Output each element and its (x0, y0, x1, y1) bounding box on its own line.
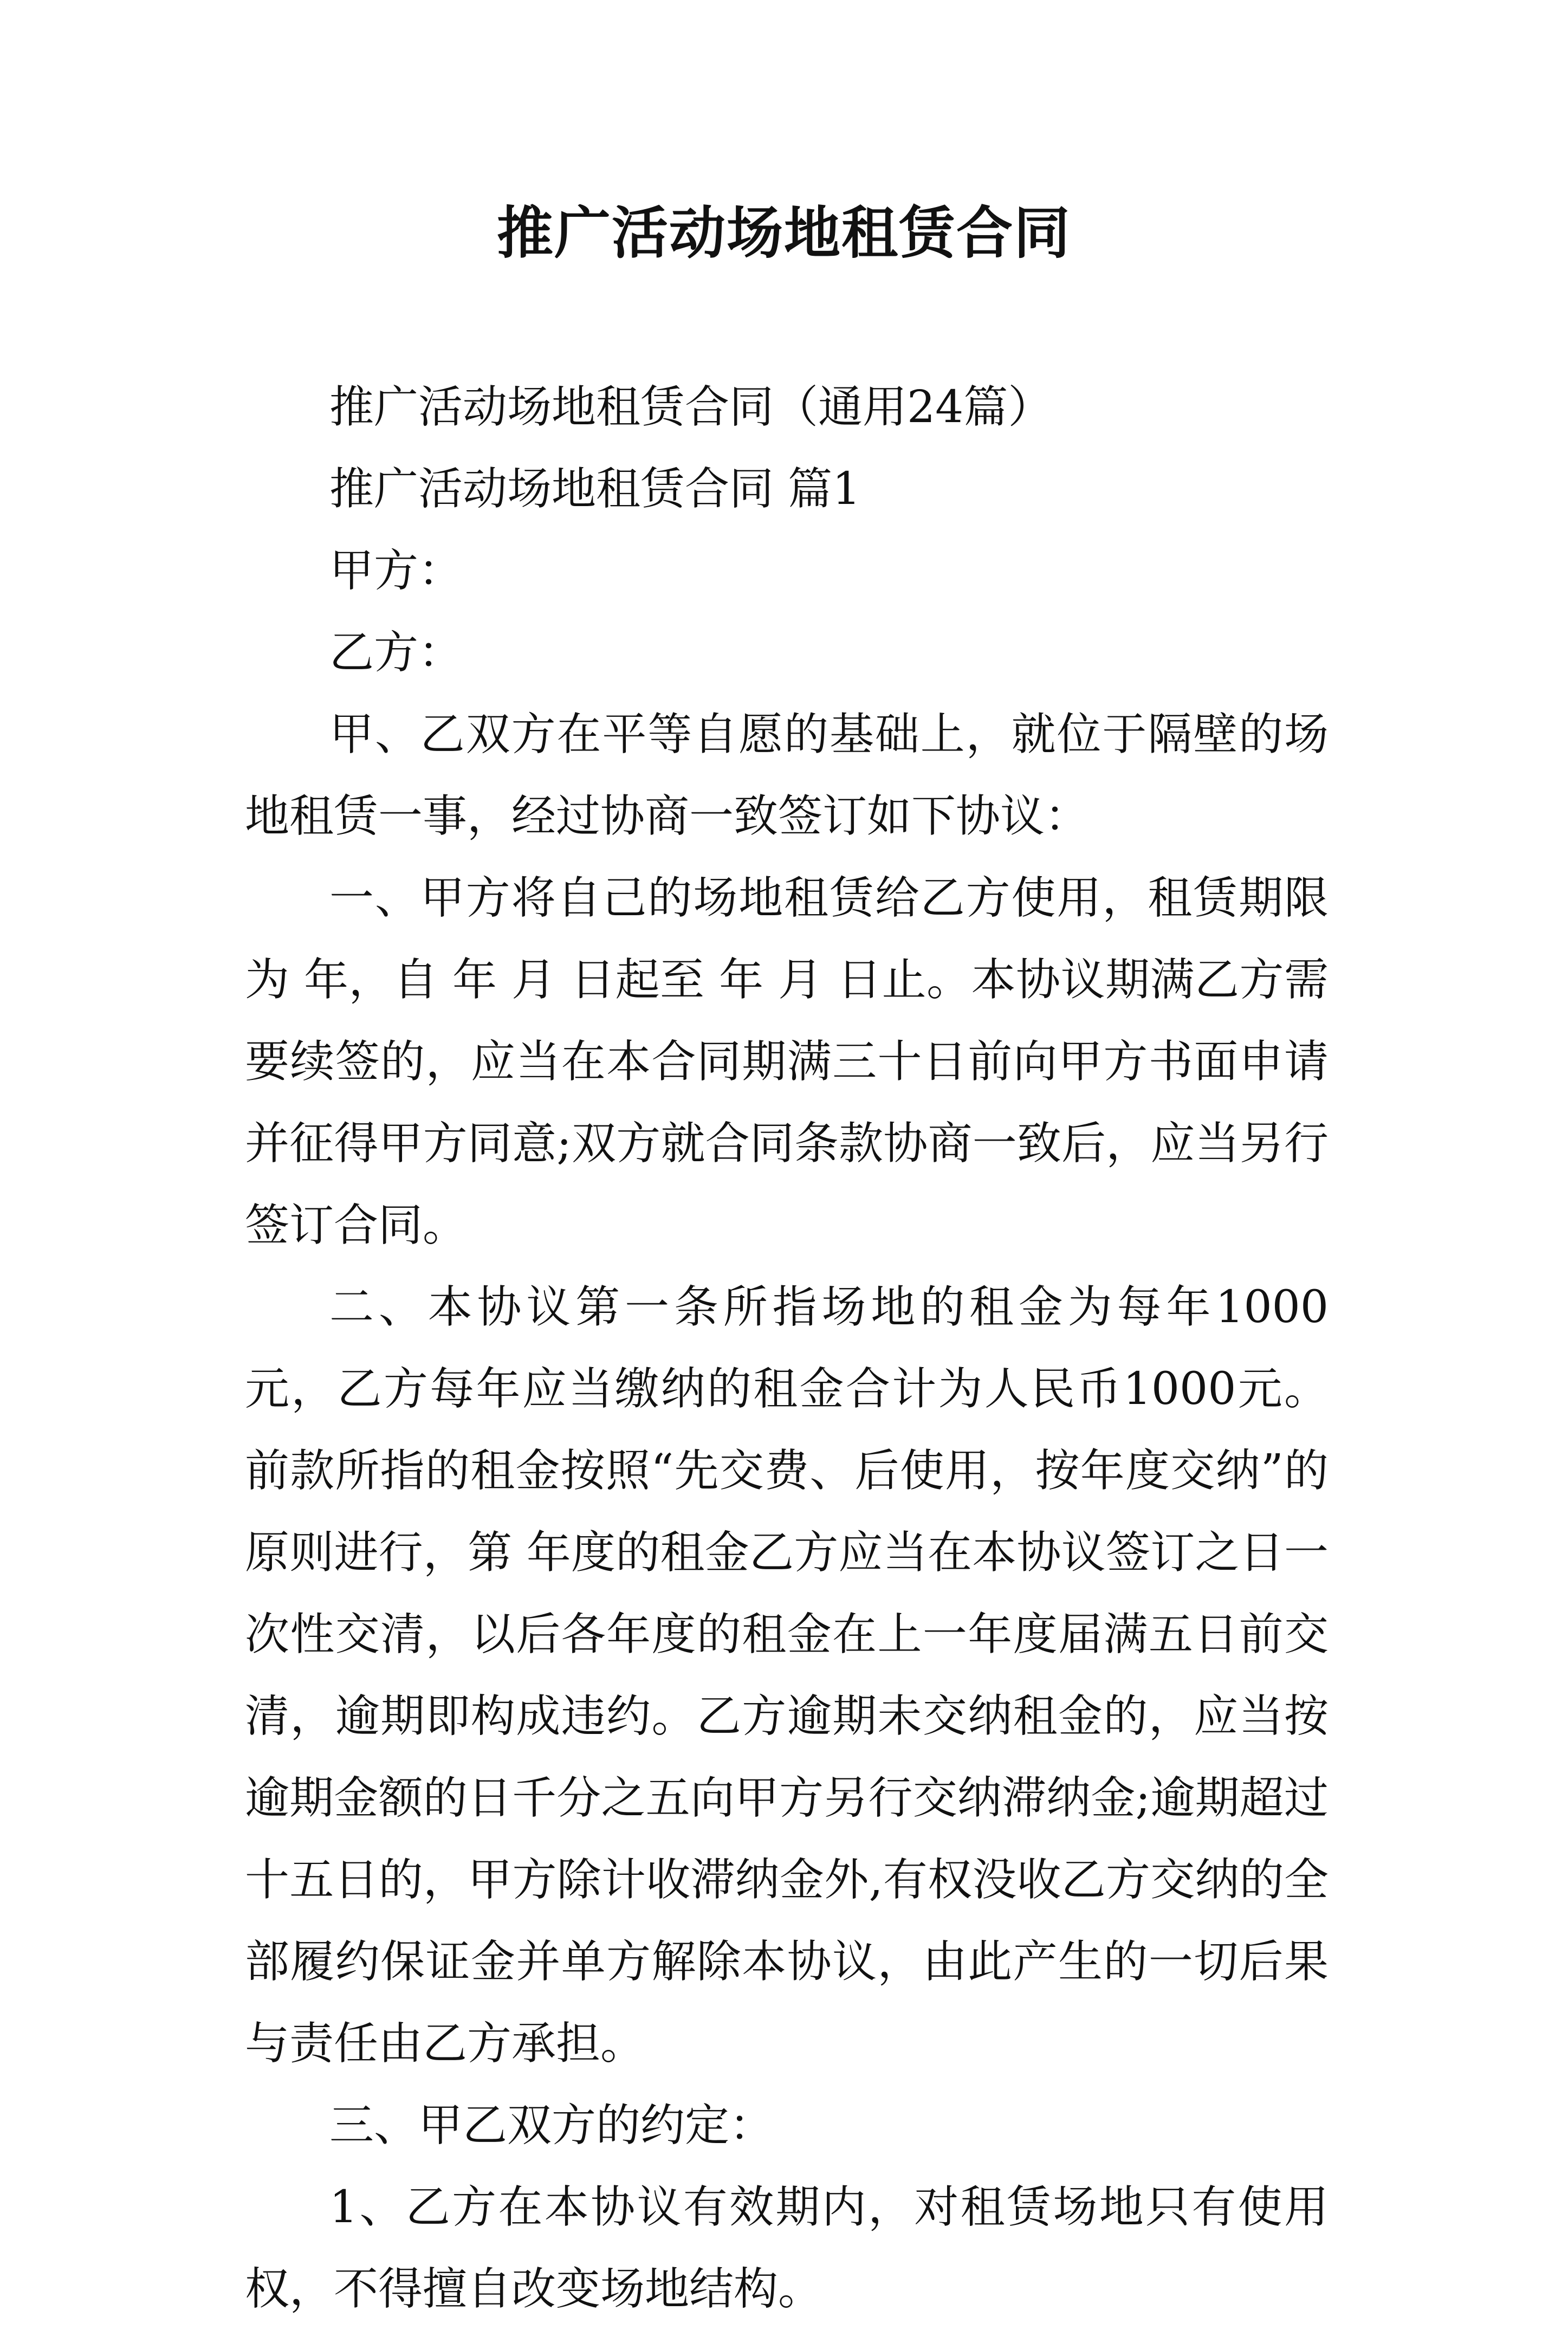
section-heading-paragraph: 推广活动场地租赁合同 篇1 (329, 463, 861, 515)
document-body (245, 366, 1329, 2330)
clause-2-paragraph: 二、本协议第一条所指场地的租金为每年1000元，乙方每年应当缴纳的租金合计为人民币1000元。前款所指的租金按照“先交费、后使用，按年度交纳”的原则进行，第 年度的租金乙方应当在本协议签订之日一次性交清，以后各年度的租金在上一年度届满五日前交清，逾期即构成违约。乙方逾期未交纳租金的，应当按逾期金额的日千分之五向甲方另行交纳滞纳金;逾期超过十五日的，甲方除计收滞纳金外,有权没收乙方交纳的全部履约保证金并单方解除本协议，由此产生的一切后果与责任由乙方承担。 (245, 1282, 1329, 2069)
subtitle-paragraph: 推广活动场地租赁合同（通用24篇） (329, 381, 1053, 433)
preamble-paragraph: 甲、乙双方在平等自愿的基础上，就位于隔壁的场地租赁一事，经过协商一致签订如下协议： (245, 709, 1329, 842)
document-title: 推广活动场地租赁合同 (496, 199, 1071, 266)
party-b-line: 乙方： (329, 627, 463, 678)
clause-1-paragraph: 一、甲方将自己的场地租赁给乙方使用，租赁期限为 年，自 年 月 日起至 年 月 日止。本协议期满乙方需要续签的，应当在本合同期满三十日前向甲方书面申请并征得甲方同意;双方就合同条款协商一致后，应当另行签订合同。 (245, 872, 1329, 1251)
party-a-line: 甲方： (329, 545, 463, 597)
clause-3-heading: 三、甲乙双方的约定： (329, 2100, 774, 2151)
clause-3-item-1: 1、乙方在本协议有效期内，对租赁场地只有使用权，不得擅自改变场地结构。 (245, 2182, 1329, 2315)
